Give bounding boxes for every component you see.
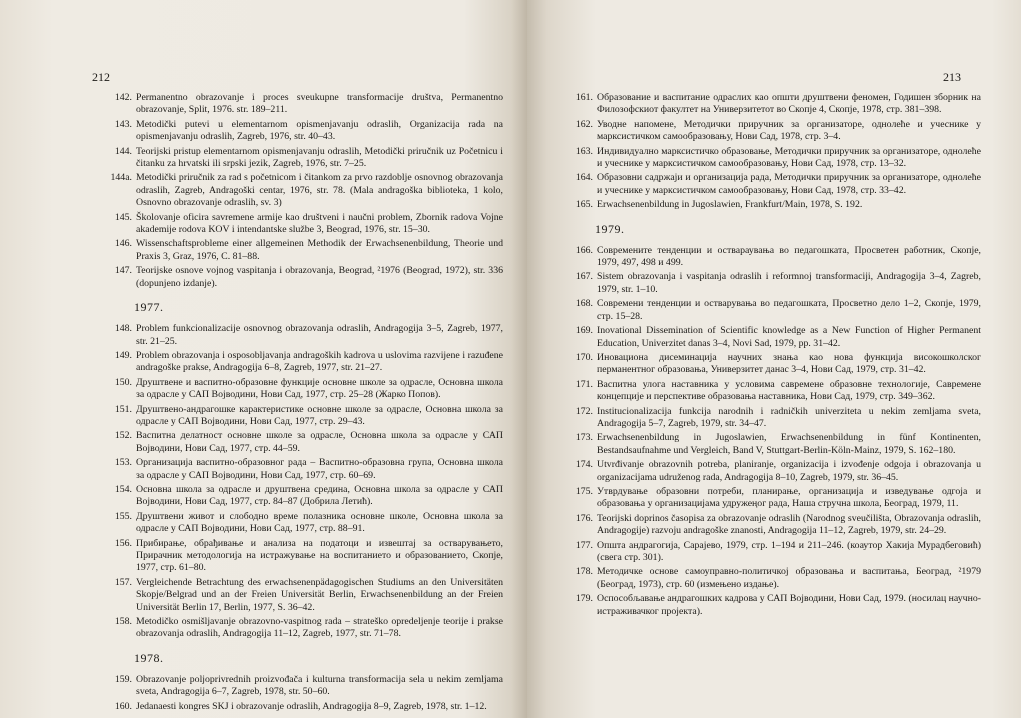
entry-text: Современи тенденции и остварувања во педагошката, Просветно дело 1–2, Скопје, 1979, стр. 15–28. bbox=[597, 298, 981, 322]
entry-number: 179. bbox=[575, 593, 593, 605]
bibliography-entry bbox=[106, 616, 503, 641]
entry-number: 171. bbox=[575, 378, 593, 390]
entry-number: 172. bbox=[575, 405, 593, 417]
entry-number: 159. bbox=[114, 673, 132, 685]
entry-number: 146. bbox=[114, 238, 132, 250]
entry-number: 178. bbox=[575, 566, 593, 578]
entry-number: 163. bbox=[575, 145, 593, 157]
entry-number: 153. bbox=[114, 457, 132, 469]
entry-text: Образовни садржаји и организација рада, Методички приручник за организаторе, однолеће и учеснике у марксистичком самообразовању, Нови Сад, 1978, стр. 33–42. bbox=[597, 172, 981, 196]
entry-text: Sistem obrazovanja i vaspitanja odraslih i reformnoj transformaciji, Andragogija 3–4, Zagreb, 1979, str. 1–10. bbox=[597, 271, 981, 295]
entry-text: Inovational Dissemination of Scientific knowledge as a New Function of Higher Permanent Education, Univerzitet danas 3–4, Novi Sad, 1979, pp. 31–42. bbox=[597, 325, 981, 349]
entry-text: Teorijski pristup elementarnom opismenjavanju odraslih, Metodički priručnik uz Početnicu i čitanku za hrvatski ili srpski jezik, Zagreb, 1976, str. 7–25. bbox=[136, 145, 503, 170]
entry-number: 161. bbox=[575, 92, 593, 103]
bibliography-entry bbox=[567, 593, 981, 618]
entry-number: 176. bbox=[575, 512, 593, 524]
entry-text: Уводне напомене, Методички приручник за организаторе, однолеће и учеснике у марксистичком самообразовању, Нови Сад, 1978, стр. 3–4. bbox=[597, 118, 981, 143]
entry-text: Утврдување образовни потреби, планирање, организација и изведување одгоја и образовања у организацијама удружеңог рада, Наша стручна школа, Београд, 1979, 11. bbox=[597, 485, 981, 510]
entry-number: 154. bbox=[114, 483, 132, 495]
bibliography-entry bbox=[106, 577, 503, 614]
year-heading: 1978. bbox=[134, 650, 164, 665]
entry-text: Erwachsenenbildung in Jugoslawien, Frankfurt/Main, 1978, S. 192. bbox=[597, 199, 863, 211]
entry-number: 150. bbox=[114, 376, 132, 388]
bibliography-entry bbox=[567, 271, 981, 296]
bibliography-entry bbox=[106, 172, 503, 209]
entry-number: 151. bbox=[114, 403, 132, 415]
bibliography-entry bbox=[106, 119, 503, 144]
bibliography-entry bbox=[106, 701, 503, 713]
entry-text: Друштвене и васпитно-образовне функције основне школе за одрасле, Основна школа за одрасле у САП Војводини, Нови Сад, 1977, стр. 25–28 (Жарко Попов). bbox=[136, 376, 503, 401]
bibliography-entry bbox=[567, 172, 981, 197]
entry-number: 156. bbox=[114, 537, 132, 549]
entry-text: Современите тенденции и оствараувања во педагошката, Просветен работник, Скопје, 1979, 497, 498 и 499. bbox=[597, 244, 981, 269]
bibliography-entry bbox=[567, 298, 981, 323]
entry-number: 170. bbox=[575, 351, 593, 363]
bibliography-entry bbox=[106, 511, 503, 536]
bibliography-entry bbox=[567, 432, 981, 457]
bibliography-entry bbox=[567, 146, 981, 171]
bibliography-list bbox=[106, 92, 503, 713]
entry-text: Institucionalizacija funkcija narodnih i radničkih univerziteta u nekim zemljama sveta, Andragogija 5–7, Zagreb, 1979, str. 34–47. bbox=[597, 405, 981, 429]
entry-number: 175. bbox=[575, 485, 593, 497]
entry-text: Erwachsenenbildung in Jugoslawien, Erwachsenenbildung in fünf Kontinenten, Bestandsaufnahme und Vergleich, Band V, Stuttgart-Berlin-Köln-Mainz, 1979, S. 162–180. bbox=[597, 432, 981, 456]
entry-text: Problem obrazovanja i osposobljavanja andragoških kadrova u uslovima razvijene i razuđene andragoške prakse, Andragogija 6–8, Zagreb, 1977, str. 21–27. bbox=[136, 349, 503, 374]
entry-number: 166. bbox=[575, 244, 593, 256]
bibliography-entry bbox=[106, 323, 503, 348]
bibliography-entry bbox=[567, 486, 981, 511]
bibliography-entry bbox=[106, 457, 503, 482]
bibliography-entry bbox=[106, 238, 503, 263]
entry-number: 152. bbox=[114, 430, 132, 442]
entry-number: 155. bbox=[114, 510, 132, 522]
entry-number: 147. bbox=[114, 265, 132, 277]
bibliography-entry bbox=[106, 404, 503, 429]
bibliography-entry bbox=[567, 245, 981, 270]
page-number: 212 bbox=[92, 70, 110, 84]
entry-text: Jedanaesti kongres SKJ i obrazovanje odraslih, Andragogija 8–9, Zagreb, 1978, str. 1–12. bbox=[136, 700, 487, 712]
bibliography-entry bbox=[567, 379, 981, 404]
bibliography-entry bbox=[106, 212, 503, 237]
entry-number: 169. bbox=[575, 325, 593, 337]
entry-number: 144a. bbox=[110, 172, 132, 184]
bibliography-entry bbox=[567, 513, 981, 538]
entry-text: Организација васпитно-образовног рада – Васпитно-образовна група, Основна школа за одрасле у САП Војводини, Нови Сад, 1977, стр. 60–69. bbox=[136, 457, 503, 481]
entry-text: Permanentno obrazovanje i proces sveukupne transformacije društva, Permanentno obrazovanje, Split, 1976. str. 189–211. bbox=[136, 92, 503, 116]
entry-number: 144. bbox=[114, 145, 132, 157]
entry-number: 164. bbox=[575, 172, 593, 184]
bibliography-entry bbox=[567, 406, 981, 431]
bibliography-entry bbox=[106, 430, 503, 455]
entry-number: 149. bbox=[114, 349, 132, 361]
entry-number: 173. bbox=[575, 432, 593, 444]
entry-text: Индивидуално марксистичко образовање, Методички приручник за организаторе, однолеће и учеснике у марксистичком самообразовању, Нови Сад, 1978, стр. 13–32. bbox=[597, 145, 981, 170]
entry-number: 162. bbox=[575, 118, 593, 130]
entry-text: Utvrđivanje obrazovnih potreba, planiranje, organizacija i izvođenje odgoja i obrazovanja u organizacijama udruženog rada, Andragogija 8–10, Zagreb, 1979, str. 36–45. bbox=[597, 459, 981, 483]
entry-number: 168. bbox=[575, 298, 593, 310]
entry-number: 143. bbox=[114, 118, 132, 130]
entry-number: 160. bbox=[114, 700, 132, 712]
entry-text: Иновациона дисеминација научних знања као нова функција високошколског перманентног образовања, Универзитет данас 3–4, Нови Сад, 1979, стр. 31–42. bbox=[597, 351, 981, 376]
right-page bbox=[527, 0, 1021, 718]
entry-text: Obrazovanje poljoprivrednih proizvođača i kulturna transformacija sela u nekim zemljama sveta, Andragogija 6–7, Zagreb, 1978, str. 50–60. bbox=[136, 673, 503, 698]
entry-text: Методичке основе самоуправно-политичкој образовања и васпитања, Београд, ²1979 (Београд, 1973), стр. 60 (измењено издање). bbox=[597, 566, 981, 590]
entry-text: Vergleichende Betrachtung des erwachsenenpädagogischen Studiums an den Universitäten Skopje/Belgrad und an der Freien Universität Berlin, Erwachsenenbildung an der Freien Universität Berlin 17, Berlin, 1977, S. 36–42. bbox=[136, 576, 503, 613]
bibliography-entry bbox=[567, 566, 981, 591]
bibliography-entry bbox=[106, 350, 503, 375]
year-heading: 1977. bbox=[134, 300, 164, 315]
entry-text: Друштвени живот и слободно време полазника основне школе, Основна школа за одрасле у САП Војводини, Нови Сад, 1977, стр. 88–91. bbox=[136, 510, 503, 535]
bibliography-entry bbox=[106, 484, 503, 509]
bibliography-list bbox=[567, 92, 981, 618]
entry-text: Metodički putevi u elementarnom opismenjavanju odraslih, Organizacija rada na opismenjavanju odraslih, Zagreb, 1976, str. 40–43. bbox=[136, 118, 503, 143]
bibliography-entry bbox=[567, 119, 981, 144]
entry-text: Прибирање, обрађивање и анализа на податоци и извештај за остварувањето, Прирачник методологија на истражување на воспитанието и образованието, Скопје, 1977, стр. 61–80. bbox=[136, 537, 503, 574]
bibliography-entry bbox=[106, 265, 503, 290]
entry-text: Problem funkcionalizacije osnovnog obrazovanja odraslih, Andragogija 3–5, Zagreb, 1977, str. 21–25. bbox=[136, 323, 503, 347]
entry-text: Metodičko osmišljavanje obrazovno-vaspitnog rada – strateško opredeljenje teorije i prakse obrazovanja odraslih, Andragogija 11–12, Zagreb, 1977, str. 71–78. bbox=[136, 616, 503, 640]
entry-text: Оспособљавање андрагошких кадрова у САП Војводини, Нови Сад, 1979. (носилац научно-истраживачког пројекта). bbox=[597, 593, 981, 617]
entry-number: 148. bbox=[114, 323, 132, 335]
bibliography-entry bbox=[106, 674, 503, 699]
entry-text: Teorijske osnove vojnog vaspitanja i obrazovanja, Beograd, ²1976 (Beograd, 1972), str. 336 (dopunjeno izdanje). bbox=[136, 265, 503, 289]
entry-number: 167. bbox=[575, 271, 593, 283]
bibliography-entry bbox=[106, 146, 503, 171]
bibliography-entry bbox=[567, 92, 981, 117]
bibliography-entry bbox=[567, 325, 981, 350]
entry-number: 145. bbox=[114, 211, 132, 223]
entry-text: Teorijski doprinos časopisa za obrazovanje odraslih (Narodnog sveučilišta, Obrazovanja odraslih, Andragogije) razvoju andragoške znanosti, Andragogija 11–12, Zagreb, 1979, str. 24–29. bbox=[597, 512, 981, 537]
year-heading: 1979. bbox=[595, 221, 625, 236]
bibliography-entry bbox=[106, 377, 503, 402]
entry-text: Друштвено-андрагошке карактеристике основне школе за одрасле, Основна школа за одрасле у САП Војводини, Нови Сад, 1977, стр. 29–43. bbox=[136, 403, 503, 427]
entry-number: 142. bbox=[114, 92, 132, 103]
bibliography-entry bbox=[567, 352, 981, 377]
entry-text: Основна школа за одрасле и друштвена средина, Основна школа за одрасле у САП Војводини, Нови Сад, 1977, стр. 84–87 (Добрила Летић). bbox=[136, 483, 503, 508]
page-number: 213 bbox=[943, 70, 961, 84]
entry-text: Васпитна улога наставника у условима савремене образовне технологије, Савремене концепције и перспективе образовања наставника, Нови Сад, 1979, стр. 349–362. bbox=[597, 378, 981, 403]
bibliography-entry bbox=[106, 92, 503, 117]
entry-number: 157. bbox=[114, 576, 132, 588]
entry-text: Školovanje oficira savremene armije kao društveni i naučni problem, Zbornik radova Vojne akademije rodova KOV i intendantske službe 3, Beograd, 1976, str. 15–30. bbox=[136, 211, 503, 236]
bibliography-entry bbox=[567, 459, 981, 484]
entry-text: Општа андрагогија, Сарајево, 1979, стр. 1–194 и 211–246. (коаутор Хакија Мурадбеговић) (свега стр. 301). bbox=[597, 539, 981, 563]
entry-number: 174. bbox=[575, 459, 593, 471]
bibliography-entry bbox=[567, 199, 981, 211]
entry-text: Wissenschaftsprobleme einer allgemeinen Methodik der Erwachsenenbildung, Theorie und Praxis 3, Graz, 1976, C. 81–88. bbox=[136, 238, 503, 262]
bibliography-entry bbox=[106, 538, 503, 575]
entry-number: 165. bbox=[575, 199, 593, 211]
entry-text: Metodički priručnik za rad s početnicom i čitankom za prvo razdoblje osnovnog obrazovanja odraslih, Zagreb, Andragoški centar, 1976, str. 78. (Mala andragoška biblioteka, 1 kolo, Osnovno obrazovanje odraslih, sv. 3) bbox=[136, 172, 503, 209]
entry-number: 158. bbox=[114, 616, 132, 628]
entry-text: Васпитна делатност основне школе за одрасле, Основна школа за одрасле у САП Војводини, Нови Сад, 1977, стр. 44–59. bbox=[136, 430, 503, 454]
entry-text: Образование и васпитание одраслих као општи друштвени феномен, Годишен зборник на Филозофскиот факултет на Универзитетот во Скопје 4, Скопје, 1978, стр. 381–398. bbox=[597, 92, 981, 116]
bibliography-entry bbox=[567, 540, 981, 565]
entry-number: 177. bbox=[575, 539, 593, 551]
